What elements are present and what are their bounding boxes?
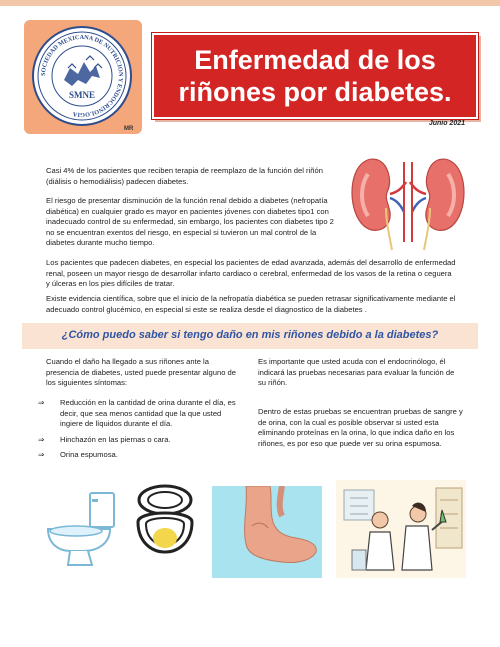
endocrinologist-paragraph: Es importante que usted acuda con el endocrinólogo, él indicará las pruebas necesarias para evaluar la función de su riñón. (258, 357, 455, 388)
section-header-bar (22, 323, 478, 349)
intro-paragraph-1: Casi 4% de los pacientes que reciben terapia de reemplazo de la función del riñón (diálisis o hemodiálisis) padecen diabetes. (46, 166, 323, 186)
arrow-bullet-icon: ⇒ (38, 434, 45, 444)
swollen-foot-photo (212, 486, 322, 578)
top-decorative-band (0, 0, 500, 6)
intro-paragraph-4: Existe evidencia científica, sobre que el inicio de la nefropatía diabética se pueden retrasar significativamente mediante el adecuado control glucémico, en especial si este se realiza desde el diagnostico de la diabetes . (46, 294, 456, 314)
title-banner (152, 33, 478, 119)
arrow-bullet-icon: ⇒ (38, 450, 45, 460)
list-item (38, 450, 244, 461)
intro-paragraph-3: Los pacientes que padecen diabetes, en especial los pacientes de edad avanzada, además del desarrollo de enfermedad renal, poseen un mayor riesgo de desarrollar infarto cardiaco o cerebral, enfermedad de los vasos de la retina o ceguera y úlceras en los pies difíciles de tratar. (46, 258, 456, 289)
logo-ring-text: SOCIEDAD MEXICANA DE NUTRICION Y ENDOCRINOLOGIA (39, 33, 125, 119)
symptoms-list (38, 398, 244, 466)
title-line-2: riñones por diabetes. (178, 77, 452, 107)
publication-date: Junio 2021 (428, 120, 465, 127)
tests-paragraph: Dentro de estas pruebas se encuentran pruebas de sangre y de orina, con la cual es posible observar si usted esta eliminando proteínas en la orina, lo que indica daño en los riñones, es por eso que puede ver su orina espumosa. (258, 407, 463, 448)
kidney-illustration (346, 142, 470, 254)
section-title: ¿Cómo puedo saber si tengo daño en mis riñones debido a la diabetes? (61, 329, 439, 341)
list-item (38, 398, 244, 430)
lab-scientists-illustration (336, 480, 466, 578)
logo-emblem-icon (34, 28, 130, 124)
toilet-bowl-icon (130, 482, 200, 577)
arrow-bullet-icon: ⇒ (38, 398, 45, 407)
foot-icon (212, 486, 322, 578)
symptom-text: Hinchazón en las piernas o cara. (60, 434, 171, 444)
logo-abbrev: SMNE (68, 90, 96, 100)
intro-paragraph-2: El riesgo de presentar disminución de la función renal debido a diabetes (nefropatía diabética) en cualquier grado es mayor en pacientes jóvenes con diabetes tipo1 con inadecuado control de su enfermedad, sin embargo, los pacientes con diabetes tipo 2 no se encuentran exentos del riesgo, en especial si tuvieron un mal control de la diabetes durante mucho tiempo. (46, 196, 334, 248)
smne-logo (32, 26, 132, 126)
symptoms-intro: Cuando el daño ha llegado a sus riñones ante la presencia de diabetes, usted puede presentar alguno de los siguientes síntomas: (46, 357, 236, 388)
symptom-text: Reducción en la cantidad de orina durante el día, es decir, que sea menos cantidad que la que usted ingiere de líquidos durante el día. (60, 398, 236, 429)
symptom-text: Orina espumosa. (60, 450, 118, 460)
title-line-1: Enfermedad de los (194, 45, 436, 75)
toilet-icon (40, 489, 122, 569)
list-item (38, 435, 244, 446)
page-title (154, 44, 476, 108)
logo-registered-mark: MR (124, 126, 134, 132)
logo-card (24, 20, 142, 134)
